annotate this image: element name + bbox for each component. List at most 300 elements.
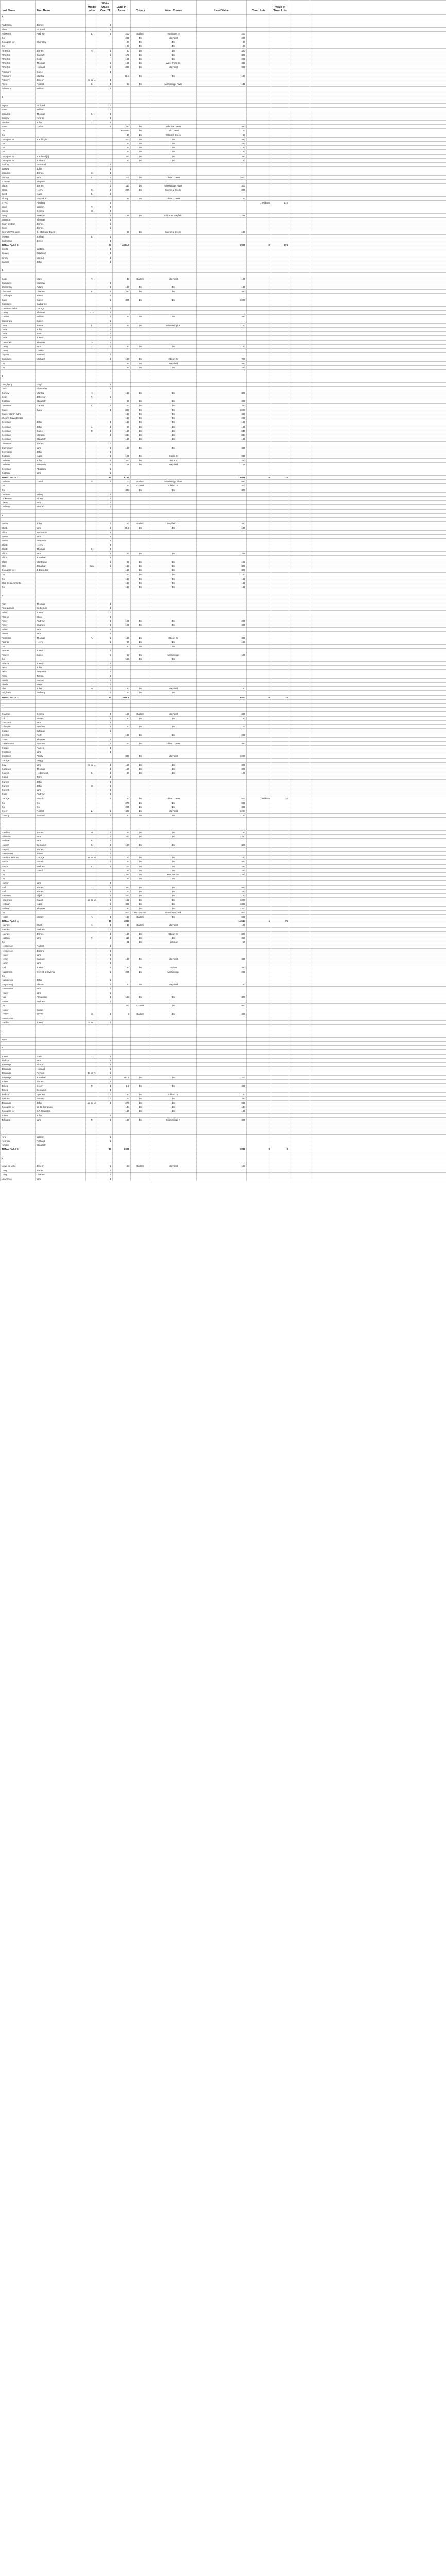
empty-cell	[271, 268, 289, 273]
empty-cell	[310, 847, 446, 851]
land-acres-cell	[113, 991, 131, 995]
land-acres-cell	[113, 987, 131, 991]
town-lots-value-cell	[271, 171, 289, 175]
empty-cell	[310, 416, 446, 420]
town-lots-value-cell	[271, 484, 289, 488]
empty-cell	[310, 179, 446, 183]
town-lots-cell	[247, 889, 271, 893]
empty-cell	[131, 95, 150, 99]
land-acres-cell	[113, 961, 131, 965]
town-lots-cell	[247, 666, 271, 670]
table-row	[1, 889, 446, 893]
land-value-cell: 14514	[197, 919, 247, 923]
town-lots-value-cell	[271, 121, 289, 125]
empty-cell	[86, 374, 98, 378]
empty-cell	[310, 1067, 446, 1071]
land-acres-cell	[113, 788, 131, 792]
town-lots-cell	[247, 230, 271, 234]
water-course-cell: Mayfield	[150, 923, 197, 927]
empty-cell	[289, 446, 310, 450]
empty-cell	[289, 497, 310, 501]
empty-cell	[289, 340, 310, 344]
header-middle-initial: Middle Initial	[86, 1, 98, 15]
county-cell	[131, 1067, 150, 1071]
table-row	[1, 581, 446, 585]
land-value-cell	[197, 779, 247, 784]
town-lots-cell	[247, 78, 271, 82]
town-lots-value-cell	[271, 1071, 289, 1075]
water-course-cell	[150, 788, 197, 792]
empty-cell	[289, 137, 310, 141]
first-name-cell: Joseph	[36, 661, 86, 665]
county-cell	[131, 674, 150, 678]
land-value-cell: 1000	[197, 298, 247, 302]
town-lots-cell	[247, 450, 271, 454]
first-name-cell: Charles	[36, 290, 86, 294]
empty-cell	[289, 1105, 310, 1109]
empty-cell	[98, 703, 113, 707]
table-row	[1, 104, 446, 108]
land-acres-cell	[113, 628, 131, 632]
first-name-cell: John	[36, 420, 86, 425]
land-acres-cell	[113, 1016, 131, 1020]
white-males-cell: 1	[98, 171, 113, 175]
land-acres-cell: 160	[113, 142, 131, 146]
table-row	[1, 154, 446, 158]
table-row	[1, 577, 446, 581]
empty-cell	[289, 560, 310, 564]
table-row	[1, 209, 446, 213]
middle-initial-cell	[86, 450, 98, 454]
white-males-cell: 1	[98, 425, 113, 429]
land-acres-cell: 160	[113, 585, 131, 589]
first-name-cell: George	[36, 209, 86, 213]
town-lots-cell	[247, 501, 271, 505]
empty-cell	[310, 112, 446, 116]
empty-cell	[310, 940, 446, 944]
empty-cell	[310, 856, 446, 860]
county-cell	[131, 682, 150, 686]
white-males-cell	[98, 1004, 113, 1008]
land-acres-cell	[113, 1033, 131, 1037]
town-lots-value-cell	[271, 534, 289, 538]
table-row	[1, 1067, 446, 1071]
land-value-cell	[197, 192, 247, 196]
empty-cell	[310, 27, 446, 31]
table-row	[1, 628, 446, 632]
empty-cell	[310, 1021, 446, 1025]
last-name-cell: Hillsman	[1, 835, 36, 839]
town-lots-value-cell	[271, 745, 289, 750]
middle-initial-cell	[86, 526, 98, 530]
empty-cell	[310, 311, 446, 315]
last-name-cell: Devasae	[1, 467, 36, 471]
table-row	[1, 332, 446, 336]
last-name-cell: Gillaspie	[1, 724, 36, 728]
water-course-cell: Do	[150, 412, 197, 416]
first-name-cell: Jonathan	[36, 555, 86, 560]
town-lots-value-cell	[271, 285, 289, 289]
town-lots-value-cell	[271, 53, 289, 57]
first-name-cell	[36, 273, 86, 277]
empty-cell	[289, 619, 310, 623]
county-cell: Do	[131, 657, 150, 661]
empty-cell	[289, 674, 310, 678]
first-name-cell	[36, 974, 86, 978]
town-lots-cell	[247, 65, 271, 70]
town-lots-cell	[247, 31, 271, 36]
empty-cell	[289, 822, 310, 826]
land-acres-cell: 160	[113, 568, 131, 572]
water-course-cell	[150, 467, 197, 471]
town-lots-value-cell	[271, 488, 289, 492]
town-lots-cell	[247, 645, 271, 649]
table-row	[1, 771, 446, 775]
town-lots-value-cell	[271, 340, 289, 344]
county-cell	[131, 209, 150, 213]
water-course-cell: Do	[150, 391, 197, 395]
town-lots-value-cell	[271, 982, 289, 987]
empty-cell	[197, 594, 247, 598]
table-row	[1, 543, 446, 547]
town-lots-cell	[247, 294, 271, 298]
table-row	[1, 306, 446, 310]
middle-initial-cell	[86, 1177, 98, 1181]
first-name-cell	[36, 378, 86, 382]
section-letter: E	[1, 513, 36, 517]
empty-cell	[289, 184, 310, 188]
land-acres-cell: 60	[113, 716, 131, 720]
empty-cell	[310, 1156, 446, 1160]
town-lots-cell	[247, 437, 271, 442]
town-lots-value-cell	[271, 818, 289, 822]
land-acres-cell	[113, 112, 131, 116]
land-value-cell: 480	[197, 446, 247, 450]
town-lots-value-cell	[271, 809, 289, 813]
town-lots-cell	[247, 1130, 271, 1134]
white-males-cell: 1	[98, 61, 113, 65]
middle-initial-cell	[86, 256, 98, 260]
land-acres-cell	[113, 222, 131, 226]
empty-cell	[150, 1046, 197, 1050]
last-name-cell: Elliott	[1, 530, 36, 534]
table-row	[1, 226, 446, 230]
land-value-cell	[197, 1134, 247, 1139]
water-course-cell	[150, 302, 197, 306]
land-value-cell	[197, 256, 247, 260]
town-lots-value-cell	[271, 906, 289, 910]
table-row	[1, 1100, 446, 1105]
middle-initial-cell: H.	[86, 48, 98, 53]
first-name-cell: Isaac	[36, 902, 86, 906]
county-cell: Ballard	[131, 1012, 150, 1016]
middle-initial-cell	[86, 555, 98, 560]
white-males-cell: 1	[98, 501, 113, 505]
white-males-cell: 1	[98, 213, 113, 217]
empty-cell	[289, 226, 310, 230]
first-name-cell: Daniel	[36, 653, 86, 657]
last-name-cell: Enlow	[1, 522, 36, 526]
town-lots-cell	[247, 205, 271, 209]
town-lots-cell	[247, 133, 271, 137]
empty-cell	[271, 1156, 289, 1160]
county-cell: Do	[131, 365, 150, 369]
town-lots-cell	[247, 619, 271, 623]
town-lots-cell	[247, 927, 271, 931]
empty-cell	[289, 129, 310, 133]
town-lots-value-cell	[271, 1160, 289, 1164]
land-value-cell	[197, 615, 247, 619]
table-row	[1, 792, 446, 796]
empty-cell	[310, 167, 446, 171]
table-row	[1, 31, 446, 36]
town-lots-value-cell	[271, 369, 289, 374]
county-cell	[131, 953, 150, 957]
empty-cell	[310, 611, 446, 615]
empty-cell	[289, 454, 310, 459]
empty-cell	[310, 818, 446, 822]
empty-cell	[310, 645, 446, 649]
first-name-cell: Do	[36, 801, 86, 805]
land-acres-cell: 160	[113, 995, 131, 999]
land-acres-cell	[113, 348, 131, 352]
county-cell: Do	[131, 446, 150, 450]
empty-cell	[289, 948, 310, 953]
town-lots-value-cell	[271, 1037, 289, 1041]
empty-cell	[310, 1088, 446, 1092]
white-males-cell: 1	[98, 796, 113, 801]
empty-cell	[310, 209, 446, 213]
empty-cell	[289, 87, 310, 91]
empty-cell	[36, 1029, 86, 1033]
empty-cell	[289, 323, 310, 327]
table-row	[1, 526, 446, 530]
white-males-cell: 1	[98, 970, 113, 974]
land-value-cell	[197, 589, 247, 594]
county-cell: Do	[131, 188, 150, 192]
middle-initial-cell	[86, 1042, 98, 1046]
middle-initial-cell	[86, 948, 98, 953]
middle-initial-cell	[86, 217, 98, 222]
county-cell	[131, 518, 150, 522]
water-course-cell: Mississippi	[150, 653, 197, 657]
empty-cell	[310, 488, 446, 492]
last-name-cell: Jones	[1, 1113, 36, 1117]
empty-cell	[289, 653, 310, 657]
county-cell: Do	[131, 213, 150, 217]
land-value-cell	[197, 666, 247, 670]
table-row	[1, 492, 446, 496]
town-lots-cell	[247, 492, 271, 496]
town-lots-value-cell	[271, 568, 289, 572]
county-cell	[131, 792, 150, 796]
empty-cell	[289, 158, 310, 162]
empty-cell	[197, 513, 247, 517]
water-course-cell	[150, 251, 197, 256]
land-acres-cell: 8152	[113, 476, 131, 480]
town-lots-cell	[247, 712, 271, 716]
land-value-cell: 192	[197, 560, 247, 564]
water-course-cell	[150, 615, 197, 619]
first-name-cell	[36, 361, 86, 365]
white-males-cell: 35	[98, 1147, 113, 1151]
land-acres-cell: 240	[113, 835, 131, 839]
middle-initial-cell: G.	[86, 188, 98, 192]
county-cell	[131, 729, 150, 733]
last-name-cell: Dixon	[1, 501, 36, 505]
water-course-cell: Do	[150, 425, 197, 429]
table-row	[1, 881, 446, 885]
town-lots-value-cell	[271, 826, 289, 830]
county-cell	[131, 539, 150, 543]
last-name-cell: Dunn	[1, 386, 36, 391]
land-value-cell	[197, 251, 247, 256]
town-lots-cell	[247, 1042, 271, 1046]
land-acres-cell: 50	[113, 653, 131, 657]
town-lots-value-cell	[271, 873, 289, 877]
first-name-cell: Edward	[36, 729, 86, 733]
white-males-cell: 1	[98, 830, 113, 834]
empty-cell	[289, 256, 310, 260]
county-cell: Do	[131, 577, 150, 581]
water-course-cell	[150, 1054, 197, 1058]
land-value-cell	[197, 260, 247, 264]
water-course-cell: Do	[150, 762, 197, 767]
county-cell: Do	[131, 125, 150, 129]
land-value-cell	[197, 509, 247, 513]
land-value-cell: 200	[197, 619, 247, 623]
town-lots-cell	[247, 382, 271, 386]
land-value-cell: 160	[197, 814, 247, 818]
county-cell	[131, 670, 150, 674]
land-value-cell: 1300	[197, 906, 247, 910]
land-value-cell: 320	[197, 391, 247, 395]
empty-cell	[289, 581, 310, 585]
first-name-cell	[36, 416, 86, 420]
table-row	[1, 619, 446, 623]
land-value-cell: 320	[197, 564, 247, 568]
empty-cell	[310, 15, 446, 19]
table-row	[1, 645, 446, 649]
town-lots-cell	[247, 708, 271, 712]
table-row	[1, 745, 446, 750]
empty-cell	[310, 835, 446, 839]
empty-cell	[289, 31, 310, 36]
table-row	[1, 1134, 446, 1139]
town-lots-value-cell	[271, 560, 289, 564]
water-course-cell	[150, 112, 197, 116]
town-lots-cell	[247, 678, 271, 682]
county-cell	[131, 974, 150, 978]
empty-cell	[289, 264, 310, 268]
middle-initial-cell	[86, 889, 98, 893]
land-acres-cell	[113, 192, 131, 196]
empty-cell	[289, 602, 310, 606]
county-cell: Do	[131, 995, 150, 999]
land-acres-cell	[113, 121, 131, 125]
county-cell	[131, 999, 150, 1004]
first-name-cell	[36, 577, 86, 581]
empty-cell	[310, 463, 446, 467]
town-lots-cell	[247, 104, 271, 108]
land-value-cell	[197, 442, 247, 446]
town-lots-cell	[247, 1071, 271, 1075]
first-name-cell	[36, 133, 86, 137]
middle-initial-cell	[86, 91, 98, 95]
town-lots-value-cell	[271, 530, 289, 534]
table-row	[1, 391, 446, 395]
middle-initial-cell	[86, 348, 98, 352]
last-name-cell: Cook	[1, 336, 36, 340]
county-cell: Do	[131, 551, 150, 555]
middle-initial-cell	[86, 670, 98, 674]
water-course-cell	[150, 729, 197, 733]
first-name-cell	[36, 484, 86, 488]
land-acres-cell: 80	[113, 645, 131, 649]
empty-cell	[98, 374, 113, 378]
land-value-cell	[197, 116, 247, 120]
county-cell	[131, 708, 150, 712]
county-cell	[131, 476, 150, 480]
first-name-cell: Wm.	[36, 526, 86, 530]
town-lots-cell	[247, 306, 271, 310]
first-name-cell: James	[36, 1168, 86, 1173]
empty-cell	[310, 784, 446, 788]
white-males-cell: 1	[98, 666, 113, 670]
water-course-cell	[150, 1173, 197, 1177]
middle-initial-cell	[86, 961, 98, 965]
water-course-cell: Mayfield	[150, 982, 197, 987]
empty-cell	[310, 133, 446, 137]
water-course-cell: Do	[150, 416, 197, 420]
water-course-cell	[150, 948, 197, 953]
town-lots-value-cell	[271, 319, 289, 323]
town-lots-value-cell	[271, 260, 289, 264]
empty-cell	[289, 809, 310, 813]
land-acres-cell: 240	[113, 290, 131, 294]
town-lots-cell	[247, 961, 271, 965]
town-lots-cell	[247, 121, 271, 125]
white-males-cell	[98, 133, 113, 137]
land-value-cell	[197, 353, 247, 357]
town-lots-value-cell	[271, 522, 289, 526]
water-course-cell	[150, 386, 197, 391]
water-course-cell: Do	[150, 830, 197, 834]
land-acres-cell: 320	[113, 459, 131, 463]
first-name-cell: Do	[36, 805, 86, 809]
town-lots-cell	[247, 1075, 271, 1079]
first-name-cell: David	[36, 480, 86, 484]
land-acres-cell: 160	[113, 915, 131, 919]
town-lots-cell	[247, 978, 271, 982]
first-name-cell: Isaac	[36, 1054, 86, 1058]
empty-cell	[197, 822, 247, 826]
land-acres-cell: 160	[113, 657, 131, 661]
middle-initial-cell	[86, 378, 98, 382]
town-lots-value-cell	[271, 581, 289, 585]
empty-cell	[289, 217, 310, 222]
empty-cell	[289, 750, 310, 754]
county-cell	[131, 987, 150, 991]
town-lots-value-cell	[271, 179, 289, 183]
county-cell: Do	[131, 298, 150, 302]
last-name-cell: Cummins	[1, 357, 36, 361]
town-lots-cell	[247, 864, 271, 868]
white-males-cell	[98, 36, 113, 40]
town-lots-value-cell	[271, 104, 289, 108]
empty-cell	[310, 273, 446, 277]
town-lots-value-cell	[271, 678, 289, 682]
